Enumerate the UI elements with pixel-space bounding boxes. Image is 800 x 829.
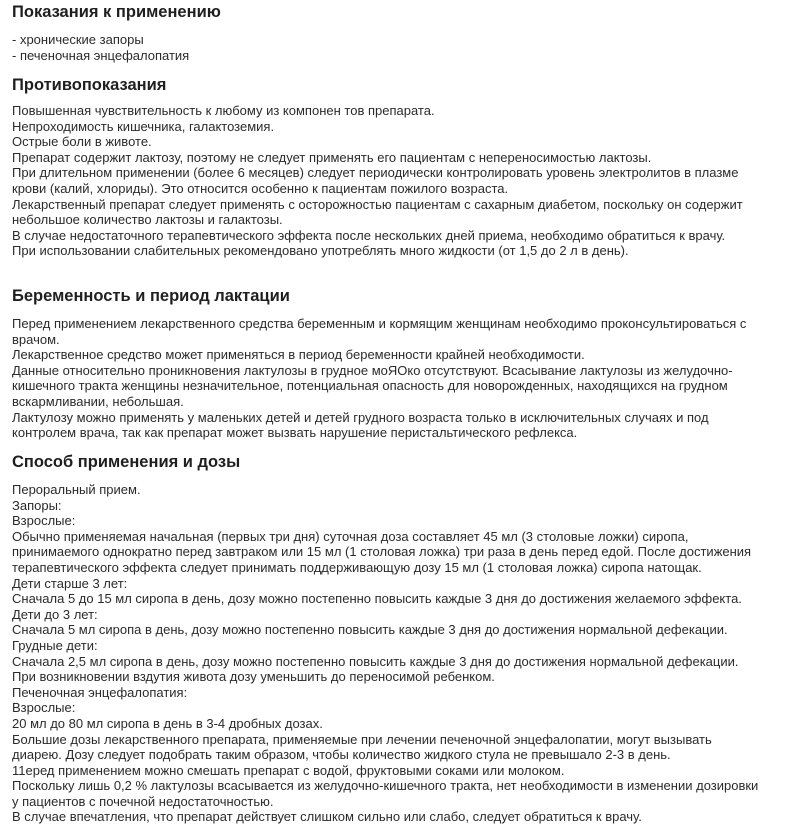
dosage-line: Запоры: (12, 497, 62, 513)
dosage-line: В случае впечатления, что препарат действует слишком сильно или слабо, следует обратиться к врачу. (12, 809, 642, 825)
contraindications-line: крови (калий, хлориды). Это относится особенно к пациентам пожилого возраста. (12, 180, 509, 196)
dosage-line: Сначала 5 до 15 мл сиропа в день, дозу можно постепенно повысить каждые 3 дня до достижения желаемого эффекта. (12, 591, 742, 607)
contraindications-line: Повышенная чувствительность к любому из компонен тов препарата. (12, 103, 435, 118)
indications-line: - печеночная энцефалопатия (12, 47, 190, 63)
contraindications-body (12, 103, 743, 259)
dosage-line: 20 мл до 80 мл сиропа в день в 3-4 дробных дозах. (12, 715, 323, 731)
dosage-line: Взрослые: (12, 513, 76, 529)
heading-pregnancy: Беременность и период лактации (12, 287, 290, 305)
dosage-line: Печеночная энцефалопатия: (12, 684, 188, 700)
contraindications-line: Препарат содержит лактозу, поэтому не следует применять его пациентам с непереносимостью лактозы. (12, 149, 652, 165)
contraindications-line: Лекарственный препарат следует применять с осторожностью пациентам с сахарным диабетом, поскольку он содержит (12, 196, 743, 212)
contraindications-line: При длительном применении (более 6 месяцев) следует периодически контролировать уровень электролитов в плазме (12, 165, 739, 181)
pregnancy-line: контролем врача, так как препарат может вызвать нарушение перистальтического рефлекса. (12, 425, 578, 441)
dosage-line: Грудные дети: (12, 637, 98, 653)
pregnancy-line: Лекарственное средство может применяться в период беременности крайней необходимости. (12, 347, 585, 363)
dosage-line: диарею. Дозу следует подобрать таким образом, чтобы количество жидкого стула не превышало 2-3 в день. (12, 747, 671, 763)
contraindications-line: Острые боли в животе. (12, 134, 152, 150)
dosage-line: принимаемого однократно перед завтраком или 15 мл (1 столовая ложка) три раза в день перед едой. После достижения (12, 544, 752, 560)
dosage-line: Взрослые: (12, 700, 76, 716)
heading-indications: Показания к применению (12, 3, 221, 21)
indications-body (12, 32, 189, 63)
pregnancy-line: Данные относительно проникновения лактулозы в грудное моЯОко отсутствуют. Всасывание лактулозы из желудочно- (12, 362, 733, 378)
dosage-line: Дети до 3 лет: (12, 606, 98, 622)
dosage-line: Поскольку лишь 0,2 % лактулозы всасывается из желудочно-кишечного тракта, нет необходимости в изменении дозировки (12, 778, 759, 794)
pregnancy-line: врачом. (12, 331, 60, 347)
dosage-line: Пероральный прием. (12, 482, 141, 497)
dosage-line: терапевтического эффекта следует принимать поддерживающую дозу 15 мл (1 столовая ложка) сиропа натощак. (12, 559, 702, 575)
contraindications-line: небольшое количество лактозы и галактозы. (12, 212, 283, 228)
contraindications-line: В случае недостаточного терапевтического эффекта после нескольких дней приема, необходимо обратиться к врачу. (12, 227, 726, 243)
contraindications-line: Непроходимость кишечника, галактоземия. (12, 118, 275, 134)
dosage-line: Сначала 5 мл сиропа в день, дозу можно постепенно повысить каждые 3 дня до достижения нормальной дефекации. (12, 622, 728, 638)
indications-line: - хронические запоры (12, 32, 144, 47)
pregnancy-body (12, 316, 746, 441)
heading-contraindications: Противопоказания (12, 76, 167, 94)
dosage-line: При возникновении вздутия живота дозу уменьшить до переносимой ребенком. (12, 669, 495, 685)
contraindications-line: При использовании слабительных рекомендовано употреблять много жидкости (от 1,5 до 2 л в день). (12, 243, 629, 259)
pregnancy-line: Лактулозу можно применять у маленьких детей и детей грудного возраста только в исключительных случаях и под (12, 409, 709, 425)
dosage-line: 11еред применением можно смешать препарат с водой, фруктовыми соками или молоком. (12, 762, 565, 778)
pregnancy-line: вскармливании, небольшая. (12, 393, 184, 409)
pregnancy-line: Перед применением лекарственного средства беременным и кормящим женщинам необходимо проконсультироваться с (12, 316, 747, 331)
dosage-line: у пациентов с почечной недостаточностью. (12, 793, 274, 809)
dosage-body (12, 482, 758, 825)
dosage-line: Сначала 2,5 мл сиропа в день, дозу можно постепенно повысить каждые 3 дня до достижения нормальной дефекации. (12, 653, 739, 669)
dosage-line: Дети старше 3 лет: (12, 575, 128, 591)
dosage-line: Большие дозы лекарственного препарата, применяемые при лечении печеночной энцефалопатии, могут вызывать (12, 731, 712, 747)
pregnancy-line: кишечного тракта женщины незначительное, потенциальная опасность для новорожденных, находящихся на грудном (12, 378, 728, 394)
dosage-line: Обычно применяемая начальная (первых три дня) суточная доза составляет 45 мл (3 столовые ложки) сиропа, (12, 528, 689, 544)
heading-dosage: Способ применения и дозы (12, 453, 241, 471)
